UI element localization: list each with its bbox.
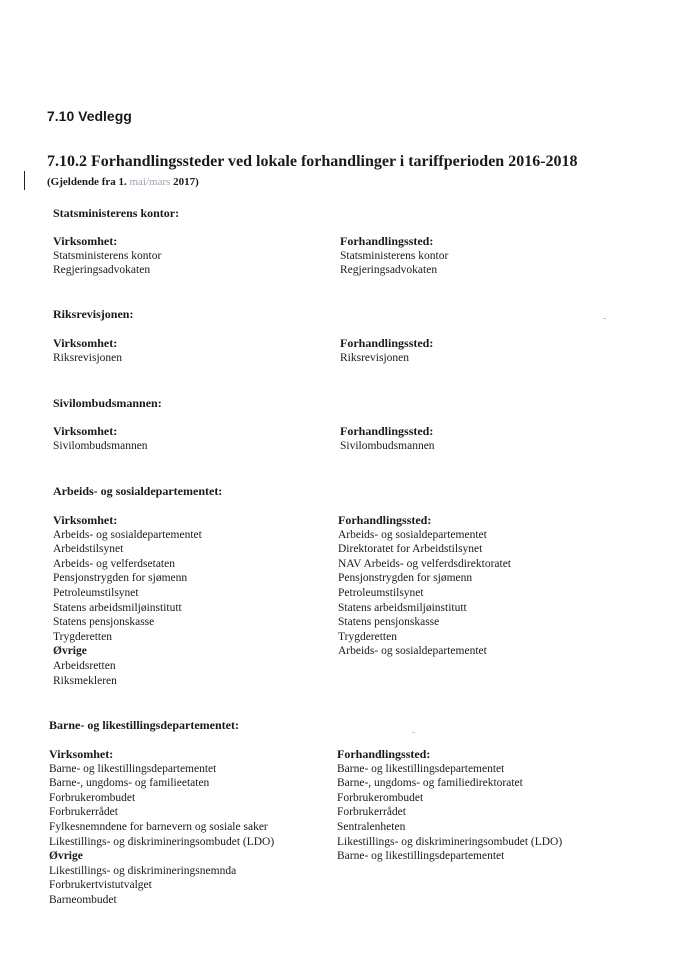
list-item: NAV Arbeids- og velferdsdirektoratet: [338, 557, 511, 570]
list-item: Barne-, ungdoms- og familieetaten: [49, 777, 210, 790]
smk-virksomhet-column: [53, 234, 161, 278]
list-item: Arbeids- og sosialdepartementet: [53, 528, 202, 541]
list-item: Trygderetten: [53, 630, 112, 643]
list-item: Barne- og likestillingsdepartementet: [337, 762, 505, 775]
list-item: Statsministerens kontor: [53, 249, 162, 262]
list-item: Statens pensjonskasse: [338, 616, 440, 629]
forhandlingssted-header: Forhandlingssted:: [340, 336, 434, 350]
list-item: Statens arbeidsmiljøinstitutt: [338, 601, 467, 614]
validity-suffix: 2017): [173, 176, 199, 188]
list-item: Forbrukerrådet: [49, 806, 118, 819]
asd-virksomhet-column: [53, 513, 202, 688]
section-title-smk: Statsministerens kontor:: [53, 206, 180, 220]
list-item: Likestillings- og diskrimineringsombudet (LDO): [49, 835, 275, 848]
list-item: Pensjonstrygden for sjømenn: [338, 572, 473, 585]
list-item: Riksrevisjonen: [340, 351, 409, 364]
margin-change-bar: [24, 171, 25, 190]
list-item: Sivilombudsmannen: [53, 439, 148, 452]
section-title-sivilombudsmannen: Sivilombudsmannen:: [53, 396, 162, 410]
list-item: Arbeidstilsynet: [53, 543, 124, 556]
riksrevisjonen-virksomhet-column: [53, 336, 122, 365]
list-item: Regjeringsadvokaten: [340, 264, 438, 277]
list-item: Petroleumstilsynet: [338, 586, 424, 599]
list-item: Regjeringsadvokaten: [53, 264, 151, 277]
validity-note: [47, 176, 199, 188]
list-item: Barne- og likestillingsdepartementet: [49, 762, 217, 775]
scan-speck: [412, 732, 415, 733]
list-item: Statens arbeidsmiljøinstitutt: [53, 601, 182, 614]
list-item: Arbeids- og sosialdepartementet: [338, 645, 487, 658]
list-item: Arbeids- og velferdsetaten: [53, 557, 175, 570]
virksomhet-header: Virksomhet:: [53, 424, 118, 438]
bld-virksomhet-column: [49, 747, 274, 908]
section-title-bld: Barne- og likestillingsdepartementet:: [49, 718, 239, 732]
virksomhet-header: Virksomhet:: [53, 336, 118, 350]
list-item: Sivilombudsmannen: [340, 439, 435, 452]
list-item: Forbrukerombudet: [49, 791, 136, 804]
bld-forhandlingssted-column: [337, 747, 562, 864]
list-item: Statens pensjonskasse: [53, 616, 155, 629]
list-item: Barneombudet: [49, 893, 117, 906]
asd-forhandlingssted-column: [338, 513, 511, 659]
section-title-riksrevisjonen: Riksrevisjonen:: [53, 307, 134, 321]
section-title-asd: Arbeids- og sosialdepartementet:: [53, 484, 223, 498]
list-item: Petroleumstilsynet: [53, 586, 139, 599]
forhandlingssted-header: Forhandlingssted:: [338, 513, 432, 527]
list-item: Forbrukerrådet: [337, 806, 406, 819]
list-item: Fylkesnemndene for barnevern og sosiale saker: [49, 820, 268, 833]
forhandlingssted-header: Forhandlingssted:: [340, 234, 434, 248]
ovrige-header: Øvrige: [49, 850, 83, 863]
list-item: Forbrukerombudet: [337, 791, 424, 804]
sivilombudsmannen-virksomhet-column: [53, 424, 148, 453]
list-item: Direktoratet for Arbeidstilsynet: [338, 543, 483, 556]
riksrevisjonen-forhandlingssted-column: [340, 336, 433, 365]
list-item: Pensjonstrygden for sjømenn: [53, 572, 188, 585]
list-item: Riksmekleren: [53, 674, 117, 687]
list-item: Riksrevisjonen: [53, 351, 122, 364]
virksomhet-header: Virksomhet:: [49, 747, 114, 761]
validity-prefix: (Gjeldende fra 1.: [47, 176, 127, 188]
list-item: Forbrukertvistutvalget: [49, 879, 152, 892]
list-item: Barne- og likestillingsdepartementet: [337, 850, 505, 863]
smk-forhandlingssted-column: [340, 234, 448, 278]
virksomhet-header: Virksomhet:: [53, 513, 118, 527]
list-item: Barne-, ungdoms- og familiedirektoratet: [337, 777, 523, 790]
scan-speck: [603, 318, 606, 319]
list-item: Arbeidsretten: [53, 659, 116, 672]
list-item: Statsministerens kontor: [340, 249, 449, 262]
validity-faint-word: mai/mars: [129, 176, 171, 188]
forhandlingssted-header: Forhandlingssted:: [337, 747, 431, 761]
list-item: Likestillings- og diskrimineringsombudet (LDO): [337, 835, 563, 848]
virksomhet-header: Virksomhet:: [53, 234, 118, 248]
list-item: Likestillings- og diskrimineringsnemnda: [49, 864, 237, 877]
forhandlingssted-header: Forhandlingssted:: [340, 424, 434, 438]
section-heading: 7.10 Vedlegg: [47, 108, 132, 124]
list-item: Sentralenheten: [337, 820, 406, 833]
sivilombudsmannen-forhandlingssted-column: [340, 424, 435, 453]
list-item: Trygderetten: [338, 630, 397, 643]
list-item: Arbeids- og sosialdepartementet: [338, 528, 487, 541]
page-title: 7.10.2 Forhandlingssteder ved lokale forhandlinger i tariffperioden 2016-2018: [47, 153, 578, 170]
ovrige-header: Øvrige: [53, 645, 87, 658]
